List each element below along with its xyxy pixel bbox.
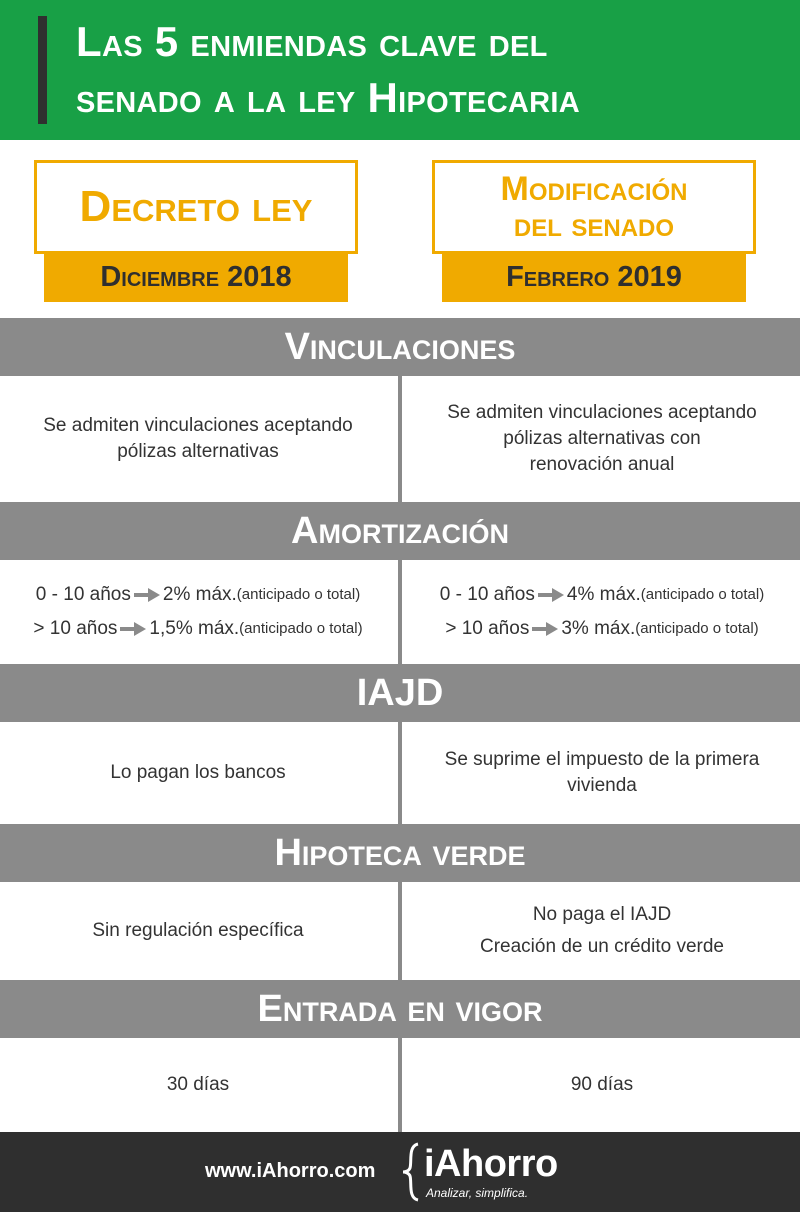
amortizacion-row xyxy=(445,612,758,646)
text-line: No paga el IAJD xyxy=(532,904,672,925)
section-header-hipoteca-verde: Hipoteca verde xyxy=(0,824,800,882)
left-column-date: Diciembre 2018 xyxy=(44,252,348,302)
right-column-header xyxy=(432,160,756,300)
left-column-title: Decreto ley xyxy=(34,160,358,254)
hipoteca-verde-right-text xyxy=(404,882,800,980)
amortizacion-range: 0 - 10 años xyxy=(35,584,131,605)
amortizacion-note: (anticipado o total) xyxy=(236,586,361,603)
amortizacion-row xyxy=(440,578,764,612)
column-divider xyxy=(398,560,402,664)
amortizacion-note: (anticipado o total) xyxy=(239,620,363,637)
amortizacion-left xyxy=(0,560,396,664)
section-body-amortizacion xyxy=(0,560,800,664)
section-header-amortizacion: Amortización xyxy=(0,502,800,560)
section-header-entrada-vigor: Entrada en vigor xyxy=(0,980,800,1038)
text-line: pólizas alternativas xyxy=(117,441,279,462)
header-accent-bar xyxy=(38,16,47,124)
column-divider xyxy=(398,882,402,980)
amortizacion-range: 0 - 10 años xyxy=(439,584,535,605)
entrada-vigor-right-text xyxy=(404,1038,800,1132)
amortizacion-value: 4% máx. xyxy=(566,584,641,605)
amortizacion-right xyxy=(404,560,800,664)
arrow-right-icon xyxy=(538,587,564,603)
text-line: Creación de un crédito verde xyxy=(480,936,724,957)
section-header-vinculaciones: Vinculaciones xyxy=(0,318,800,376)
amortizacion-row xyxy=(36,578,360,612)
right-column-title xyxy=(432,160,756,254)
footer xyxy=(0,1132,800,1212)
text-line: 30 días xyxy=(166,1074,230,1095)
text-line: Sin regulación específica xyxy=(92,920,304,941)
brand-logo[interactable]: iAhorro xyxy=(424,1143,558,1185)
amortizacion-value: 1,5% máx. xyxy=(149,618,240,639)
brace-logo-icon xyxy=(402,1142,424,1202)
text-line: vivienda xyxy=(567,775,637,796)
amortizacion-value: 2% máx. xyxy=(162,584,237,605)
amortizacion-row xyxy=(33,612,362,646)
arrow-right-icon xyxy=(134,587,160,603)
section-body-hipoteca-verde xyxy=(0,882,800,980)
column-divider xyxy=(398,722,402,824)
website-link[interactable]: www.iAhorro.com xyxy=(205,1160,376,1182)
text-line: 90 días xyxy=(570,1074,634,1095)
page-title-line-2: senado a la ley Hipotecaria xyxy=(76,74,581,121)
right-column-date: Febrero 2019 xyxy=(442,252,746,302)
text-line: Se suprime el impuesto de la primera xyxy=(444,749,760,770)
page-title xyxy=(76,14,776,126)
page-title-line-1: Las 5 enmiendas clave del xyxy=(76,18,548,65)
header-banner xyxy=(0,0,800,140)
column-divider xyxy=(398,376,402,502)
text-line: Lo pagan los bancos xyxy=(110,762,286,783)
right-column-title-line-2: del senado xyxy=(513,206,675,244)
right-column-title-line-1: Modificación xyxy=(500,170,688,208)
text-line: renovación anual xyxy=(529,454,675,475)
left-column-header xyxy=(34,160,358,300)
section-body-vinculaciones xyxy=(0,376,800,502)
text-line: pólizas alternativas con xyxy=(503,428,701,449)
iajd-left-text xyxy=(0,722,396,824)
amortizacion-note: (anticipado o total) xyxy=(640,586,765,603)
text-line: Se admiten vinculaciones aceptando xyxy=(447,402,757,423)
amortizacion-value: 3% máx. xyxy=(561,618,636,639)
hipoteca-verde-left-text xyxy=(0,882,396,980)
brand-tagline: Analizar, simplifica. xyxy=(426,1186,529,1200)
vinculaciones-left-text xyxy=(0,376,396,502)
arrow-right-icon xyxy=(120,621,146,637)
amortizacion-range: > 10 años xyxy=(445,618,530,639)
section-header-iajd: IAJD xyxy=(0,664,800,722)
section-body-iajd xyxy=(0,722,800,824)
amortizacion-note: (anticipado o total) xyxy=(635,620,759,637)
column-divider xyxy=(398,1038,402,1132)
text-line: Se admiten vinculaciones aceptando xyxy=(43,415,353,436)
vinculaciones-right-text xyxy=(404,376,800,502)
iajd-right-text xyxy=(404,722,800,824)
amortizacion-range: > 10 años xyxy=(33,618,118,639)
section-body-entrada-vigor xyxy=(0,1038,800,1132)
arrow-right-icon xyxy=(532,621,558,637)
entrada-vigor-left-text xyxy=(0,1038,396,1132)
